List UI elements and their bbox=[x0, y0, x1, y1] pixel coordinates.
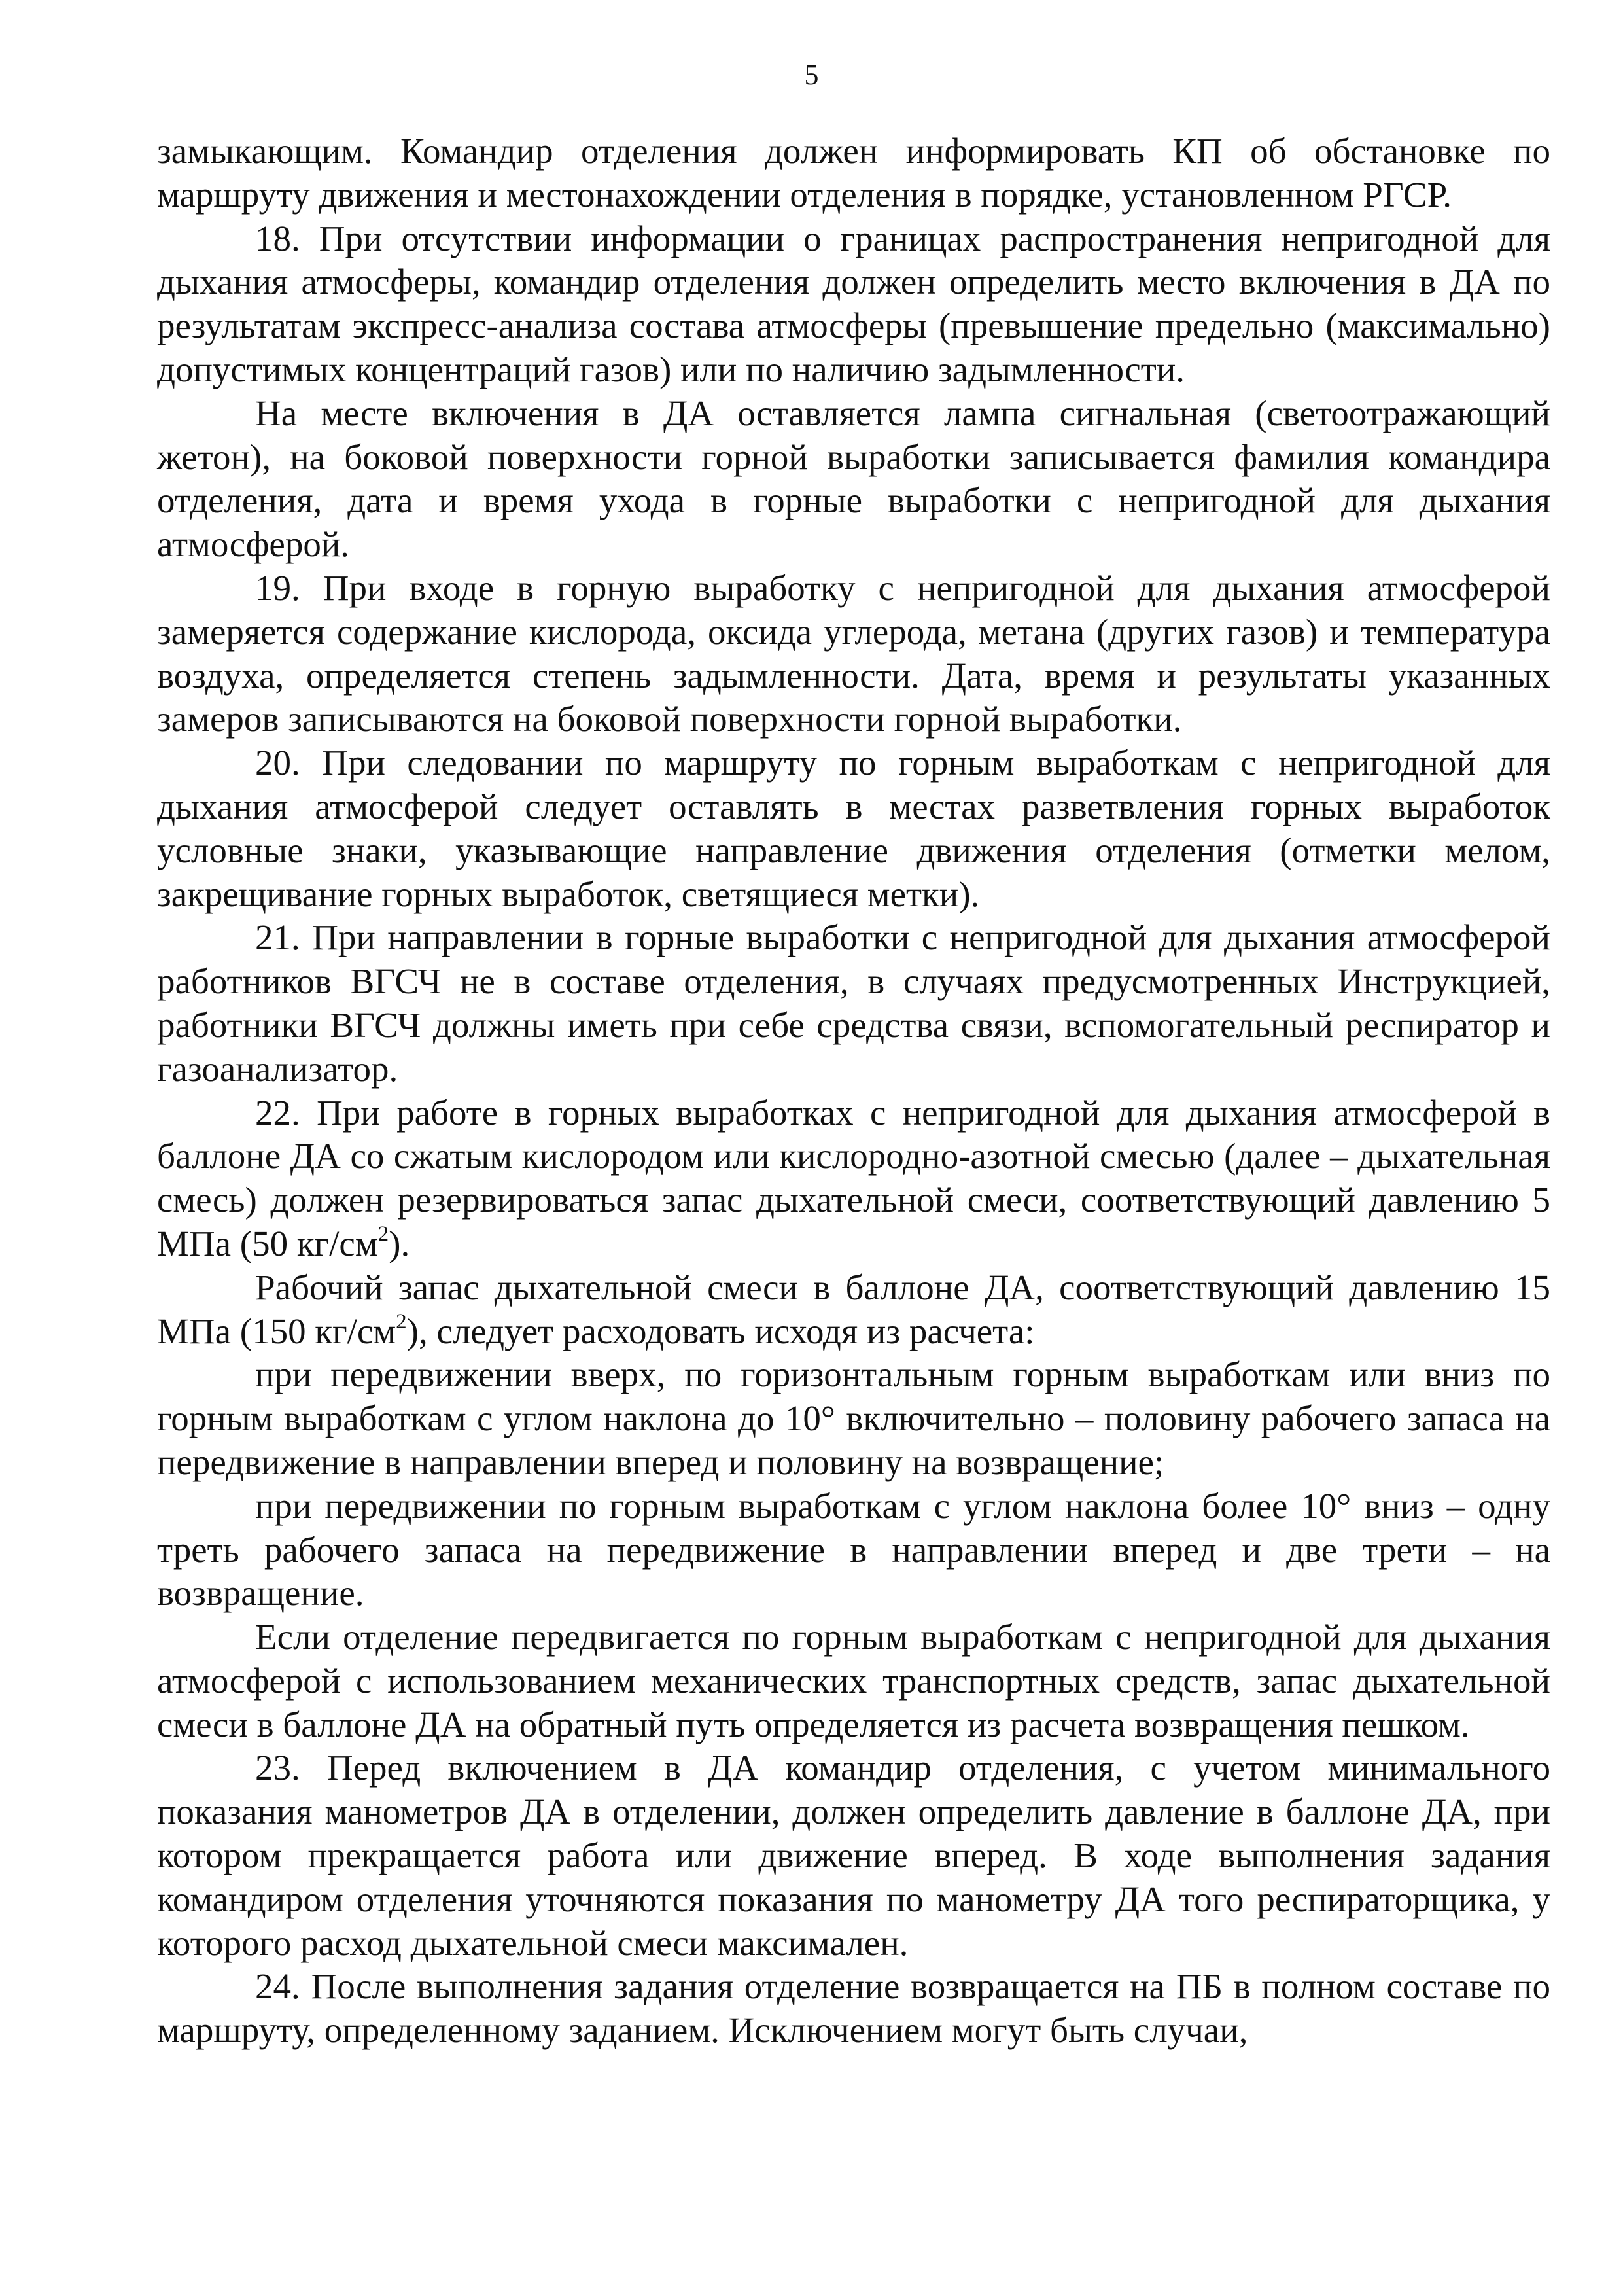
paragraph: при передвижении вверх, по горизонтальным горным выработкам или вниз по горным выработкам с углом наклона до 10° включительно – половину рабочего запаса на передвижение в направлении вперед и половину на возвращение; bbox=[157, 1354, 1550, 1482]
body-text bbox=[157, 130, 1550, 2053]
paragraph: 24. После выполнения задания отделение возвращается на ПБ в полном составе по маршруту, определенному заданием. Исключением могут быть случаи, bbox=[157, 1966, 1550, 2051]
superscript: 2 bbox=[396, 1309, 407, 1333]
paragraph: 20. При следовании по маршруту по горным выработкам с непригодной для дыхания атмосферой следует оставлять в местах разветвления горных выработок условные знаки, указывающие направление движения отделения (отметки мелом, закрещивание горных выработок, светящиеся метки). bbox=[157, 743, 1550, 914]
paragraph-text: Рабочий запас дыхательной смеси в баллоне ДА, соответствующий давлению 15 МПа (150 кг/см bbox=[157, 1267, 1550, 1351]
paragraph: 21. При направлении в горные выработки с непригодной для дыхания атмосферой работников ВГСЧ не в составе отделения, в случаях предусмотренных Инструкцией, работники ВГСЧ должны иметь при себе средства связи, вспомогательный респиратор и газоанализатор. bbox=[157, 917, 1550, 1089]
paragraph: Если отделение передвигается по горным выработкам с непригодной для дыхания атмосферой с использованием механических транспортных средств, запас дыхательной смеси в баллоне ДА на обратный путь определяется из расчета возвращения пешком. bbox=[157, 1617, 1550, 1744]
page-number: 5 bbox=[804, 59, 819, 91]
paragraph-text-end: ), следует расходовать исходя из расчета: bbox=[406, 1311, 1035, 1351]
paragraph: при передвижении по горным выработкам с углом наклона более 10° вниз – одну треть рабочего запаса на передвижение в направлении вперед и две трети – на возвращение. bbox=[157, 1485, 1550, 1614]
paragraph bbox=[157, 1091, 1550, 1266]
paragraph: 19. При входе в горную выработку с непригодной для дыхания атмосферой замеряется содержание кислорода, оксида углерода, метана (других газов) и температура воздуха, определяется степень задымленности. Дата, время и результаты указанных замеров записываются на боковой поверхности горной выработки. bbox=[157, 567, 1550, 739]
paragraph: 18. При отсутствии информации о границах распространения непригодной для дыхания атмосферы, командир отделения должен определить место включения в ДА по результатам экспресс-анализа состава атмосферы (превышение предельно (максимально) допустимых концентраций газов) или по наличию задымленности. bbox=[157, 218, 1550, 389]
paragraph: 23. Перед включением в ДА командир отделения, с учетом минимального показания манометров ДА в отделении, должен определить давление в баллоне ДА, при котором прекращается работа или движение вперед. В ходе выполнения задания командиром отделения уточняются показания по манометру ДА того респираторщика, у которого расход дыхательной смеси максимален. bbox=[157, 1748, 1550, 1963]
paragraph bbox=[157, 1266, 1550, 1354]
paragraph-text: 22. При работе в горных выработках с непригодной для дыхания атмосферой в баллоне ДА со сжатым кислородом или кислородно-азотной смесью (далее – дыхательная смесь) должен резервироваться запас дыхательной смеси, соответствующий давлению 5 МПа (50 кг/см bbox=[157, 1092, 1550, 1263]
paragraph-text-end: ). bbox=[389, 1223, 410, 1263]
paragraph: замыкающим. Командир отделения должен информировать КП об обстановке по маршруту движения и местонахождении отделения в порядке, установленном РГСР. bbox=[157, 131, 1550, 215]
superscript: 2 bbox=[377, 1222, 389, 1246]
paragraph: На месте включения в ДА оставляется лампа сигнальная (светоотражающий жетон), на боковой поверхности горной выработки записывается фамилия командира отделения, дата и время ухода в горные выработки с непригодной для дыхания атмосферой. bbox=[157, 393, 1550, 565]
